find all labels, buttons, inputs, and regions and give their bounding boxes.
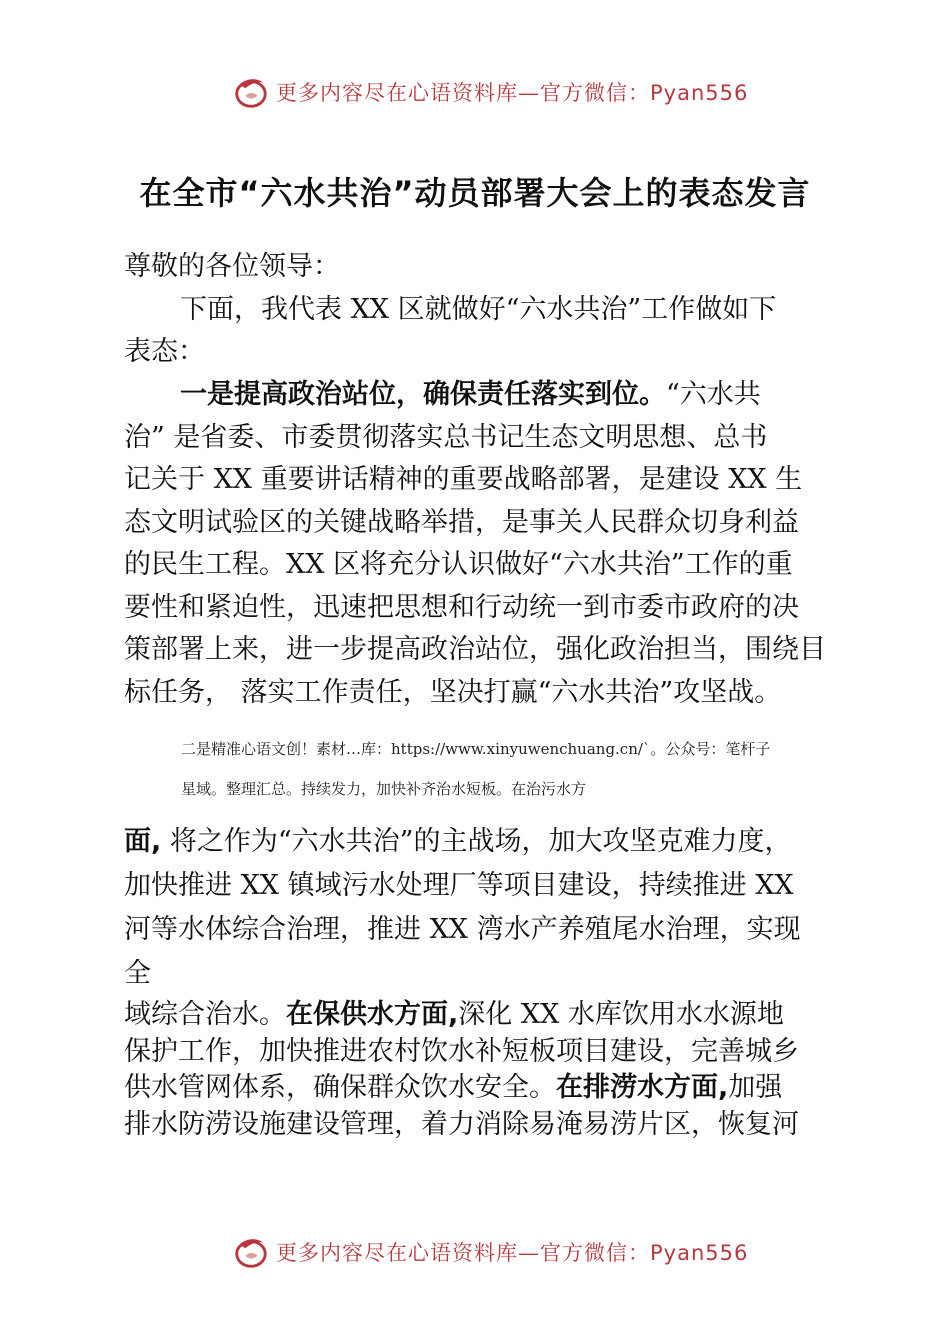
section-3-heading-drainage: 在排涝水方面, bbox=[556, 1072, 729, 1103]
section-3-line-3: 供水管网体系，确保群众饮水安全。在排涝水方面,加强 bbox=[124, 1072, 783, 1103]
intro-line-2: 表态： bbox=[124, 336, 205, 367]
section-1 bbox=[124, 374, 834, 714]
banner-text: 更多内容尽在心语资料库—官方微信：Pyan556 bbox=[276, 1241, 749, 1265]
brand-logo-icon bbox=[232, 73, 270, 111]
section-1-line-5: 的民生工程。XX 区将充分认识做好“六水共治”工作的重 bbox=[124, 549, 793, 580]
section-2-small-line-2: 星域。整理汇总。持续发力，加快补齐治水短板。在治污水方 bbox=[181, 780, 587, 798]
section-3-line-4: 排水防涝设施建设管理，着力消除易淹易涝片区，恢复河 bbox=[124, 1108, 799, 1140]
section-2-body bbox=[124, 820, 801, 996]
section-3-line-1: 域综合治水。在保供水方面,深化 XX 水库饮用水水源地 bbox=[124, 999, 784, 1030]
intro-line-1: 下面，我代表 XX 区就做好“六水共治”工作做如下 bbox=[180, 293, 777, 325]
brand-logo-icon bbox=[232, 1233, 270, 1271]
section-2-line-2: 加快推进 XX 镇域污水处理厂等项目建设，持续推进 XX bbox=[124, 870, 794, 901]
section-3-body bbox=[124, 997, 799, 1143]
section-3-heading-supply: 在保供水方面, bbox=[286, 999, 459, 1030]
section-2-small-line-1: 二是精准心语文创！素材…库：https://www.xinyuwenchuang.cn/`。公众号：笔杆子 bbox=[181, 740, 771, 758]
document-title: 在全市“六水共治”动员部署大会上的表态发言 bbox=[139, 174, 811, 212]
section-1-line-8: 标任务， 落实工作责任，坚决打赢“六水共治”攻坚战。 bbox=[124, 676, 782, 708]
section-2-line-4: 全 bbox=[124, 958, 151, 989]
section-1-heading: 一是提高政治站位，确保责任落实到位。 bbox=[180, 379, 666, 410]
section-2-line-1: 面, 将之作为“六水共治”的主战场，加大攻坚克难力度， bbox=[124, 826, 792, 857]
banner-text: 更多内容尽在心语资料库—官方微信：Pyan556 bbox=[276, 81, 749, 105]
intro-block bbox=[124, 246, 834, 374]
section-1-line-4: 态文明试验区的关键战略举措，是事关人民群众切身利益 bbox=[124, 506, 799, 538]
section-3-line-2: 保护工作，加快推进农村饮水补短板项目建设，完善城乡 bbox=[124, 1035, 799, 1067]
section-2-line-3: 河等水体综合治理，推进 XX 湾水产养殖尾水治理，实现 bbox=[124, 914, 801, 945]
section-1-line-3: 记关于 XX 重要讲话精神的重要战略部署，是建设 XX 生 bbox=[124, 464, 803, 495]
section-1-line-6: 要性和紧迫性，迅速把思想和行动统一到市委市政府的决 bbox=[124, 591, 799, 623]
salutation: 尊敬的各位领导： bbox=[124, 251, 340, 282]
section-1-line-2: 治” 是省委、市委贯彻落实总书记生态文明思想、总书 bbox=[124, 421, 768, 453]
header-banner bbox=[232, 72, 748, 112]
footer-banner bbox=[232, 1232, 748, 1272]
section-1-line-1: 一是提高政治站位，确保责任落实到位。“六水共 bbox=[180, 379, 761, 410]
section-1-line-7: 策部署上来，进一步提高政治站位，强化政治担当，围绕目 bbox=[124, 634, 826, 665]
section-2-lead: 面, bbox=[124, 826, 162, 857]
